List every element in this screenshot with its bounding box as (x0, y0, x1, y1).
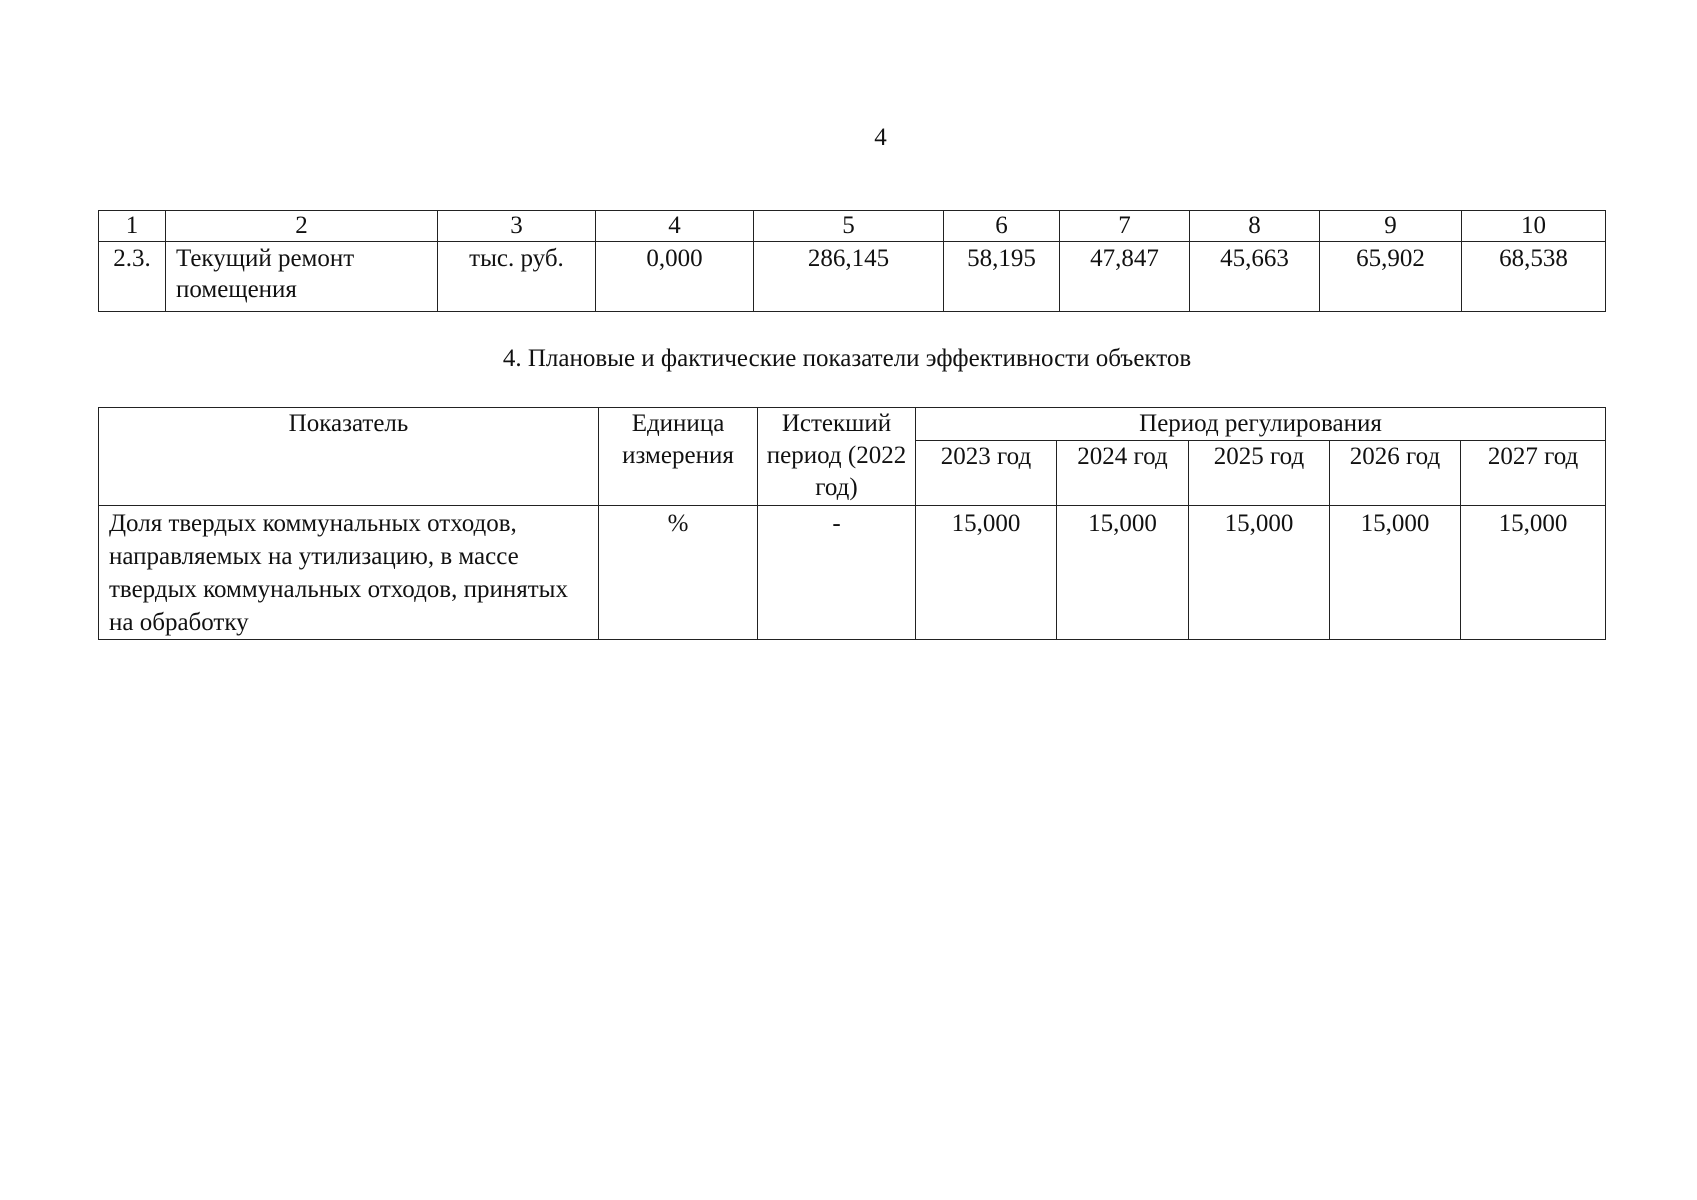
past-period-value: - (758, 506, 916, 640)
section-title: 4. Плановые и фактические показатели эффективности объектов (502, 345, 1192, 372)
column-number: 5 (754, 211, 944, 242)
year-value: 15,000 (916, 506, 1057, 640)
regulation-period-header: Период регулирования (916, 408, 1606, 441)
table-row (99, 506, 1606, 640)
column-number: 10 (1462, 211, 1606, 242)
column-number: 1 (99, 211, 166, 242)
column-number: 6 (944, 211, 1060, 242)
past-period-header: Истекший период (2022 год) (758, 408, 916, 506)
row-name: Текущий ремонт помещения (166, 242, 438, 312)
efficiency-indicators-table (98, 407, 1606, 640)
year-value: 15,000 (1330, 506, 1461, 640)
year-value: 15,000 (1189, 506, 1330, 640)
year-value: 15,000 (1461, 506, 1606, 640)
column-number: 2 (166, 211, 438, 242)
year-header: 2025 год (1189, 441, 1330, 506)
expenses-table (98, 210, 1606, 312)
year-value: 15,000 (1057, 506, 1189, 640)
row-value: 58,195 (944, 242, 1060, 312)
row-index: 2.3. (99, 242, 166, 312)
indicator-unit: % (599, 506, 758, 640)
page-number: 4 (874, 124, 887, 151)
year-header: 2024 год (1057, 441, 1189, 506)
year-header: 2027 год (1461, 441, 1606, 506)
unit-header: Единица измерения (599, 408, 758, 506)
row-value: 45,663 (1190, 242, 1320, 312)
row-unit: тыс. руб. (438, 242, 596, 312)
indicator-header: Показатель (99, 408, 599, 506)
column-number: 7 (1060, 211, 1190, 242)
column-number: 4 (596, 211, 754, 242)
row-value: 65,902 (1320, 242, 1462, 312)
column-number: 9 (1320, 211, 1462, 242)
table-row (99, 242, 1606, 312)
header-row (99, 408, 1606, 441)
column-number-row (99, 211, 1606, 242)
row-value: 286,145 (754, 242, 944, 312)
column-number: 8 (1190, 211, 1320, 242)
row-value: 47,847 (1060, 242, 1190, 312)
column-number: 3 (438, 211, 596, 242)
row-value: 0,000 (596, 242, 754, 312)
row-value: 68,538 (1462, 242, 1606, 312)
indicator-name: Доля твердых коммунальных отходов, направляемых на утилизацию, в массе твердых коммунальных отходов, принятых на обработку (99, 506, 599, 640)
year-header: 2026 год (1330, 441, 1461, 506)
year-header: 2023 год (916, 441, 1057, 506)
